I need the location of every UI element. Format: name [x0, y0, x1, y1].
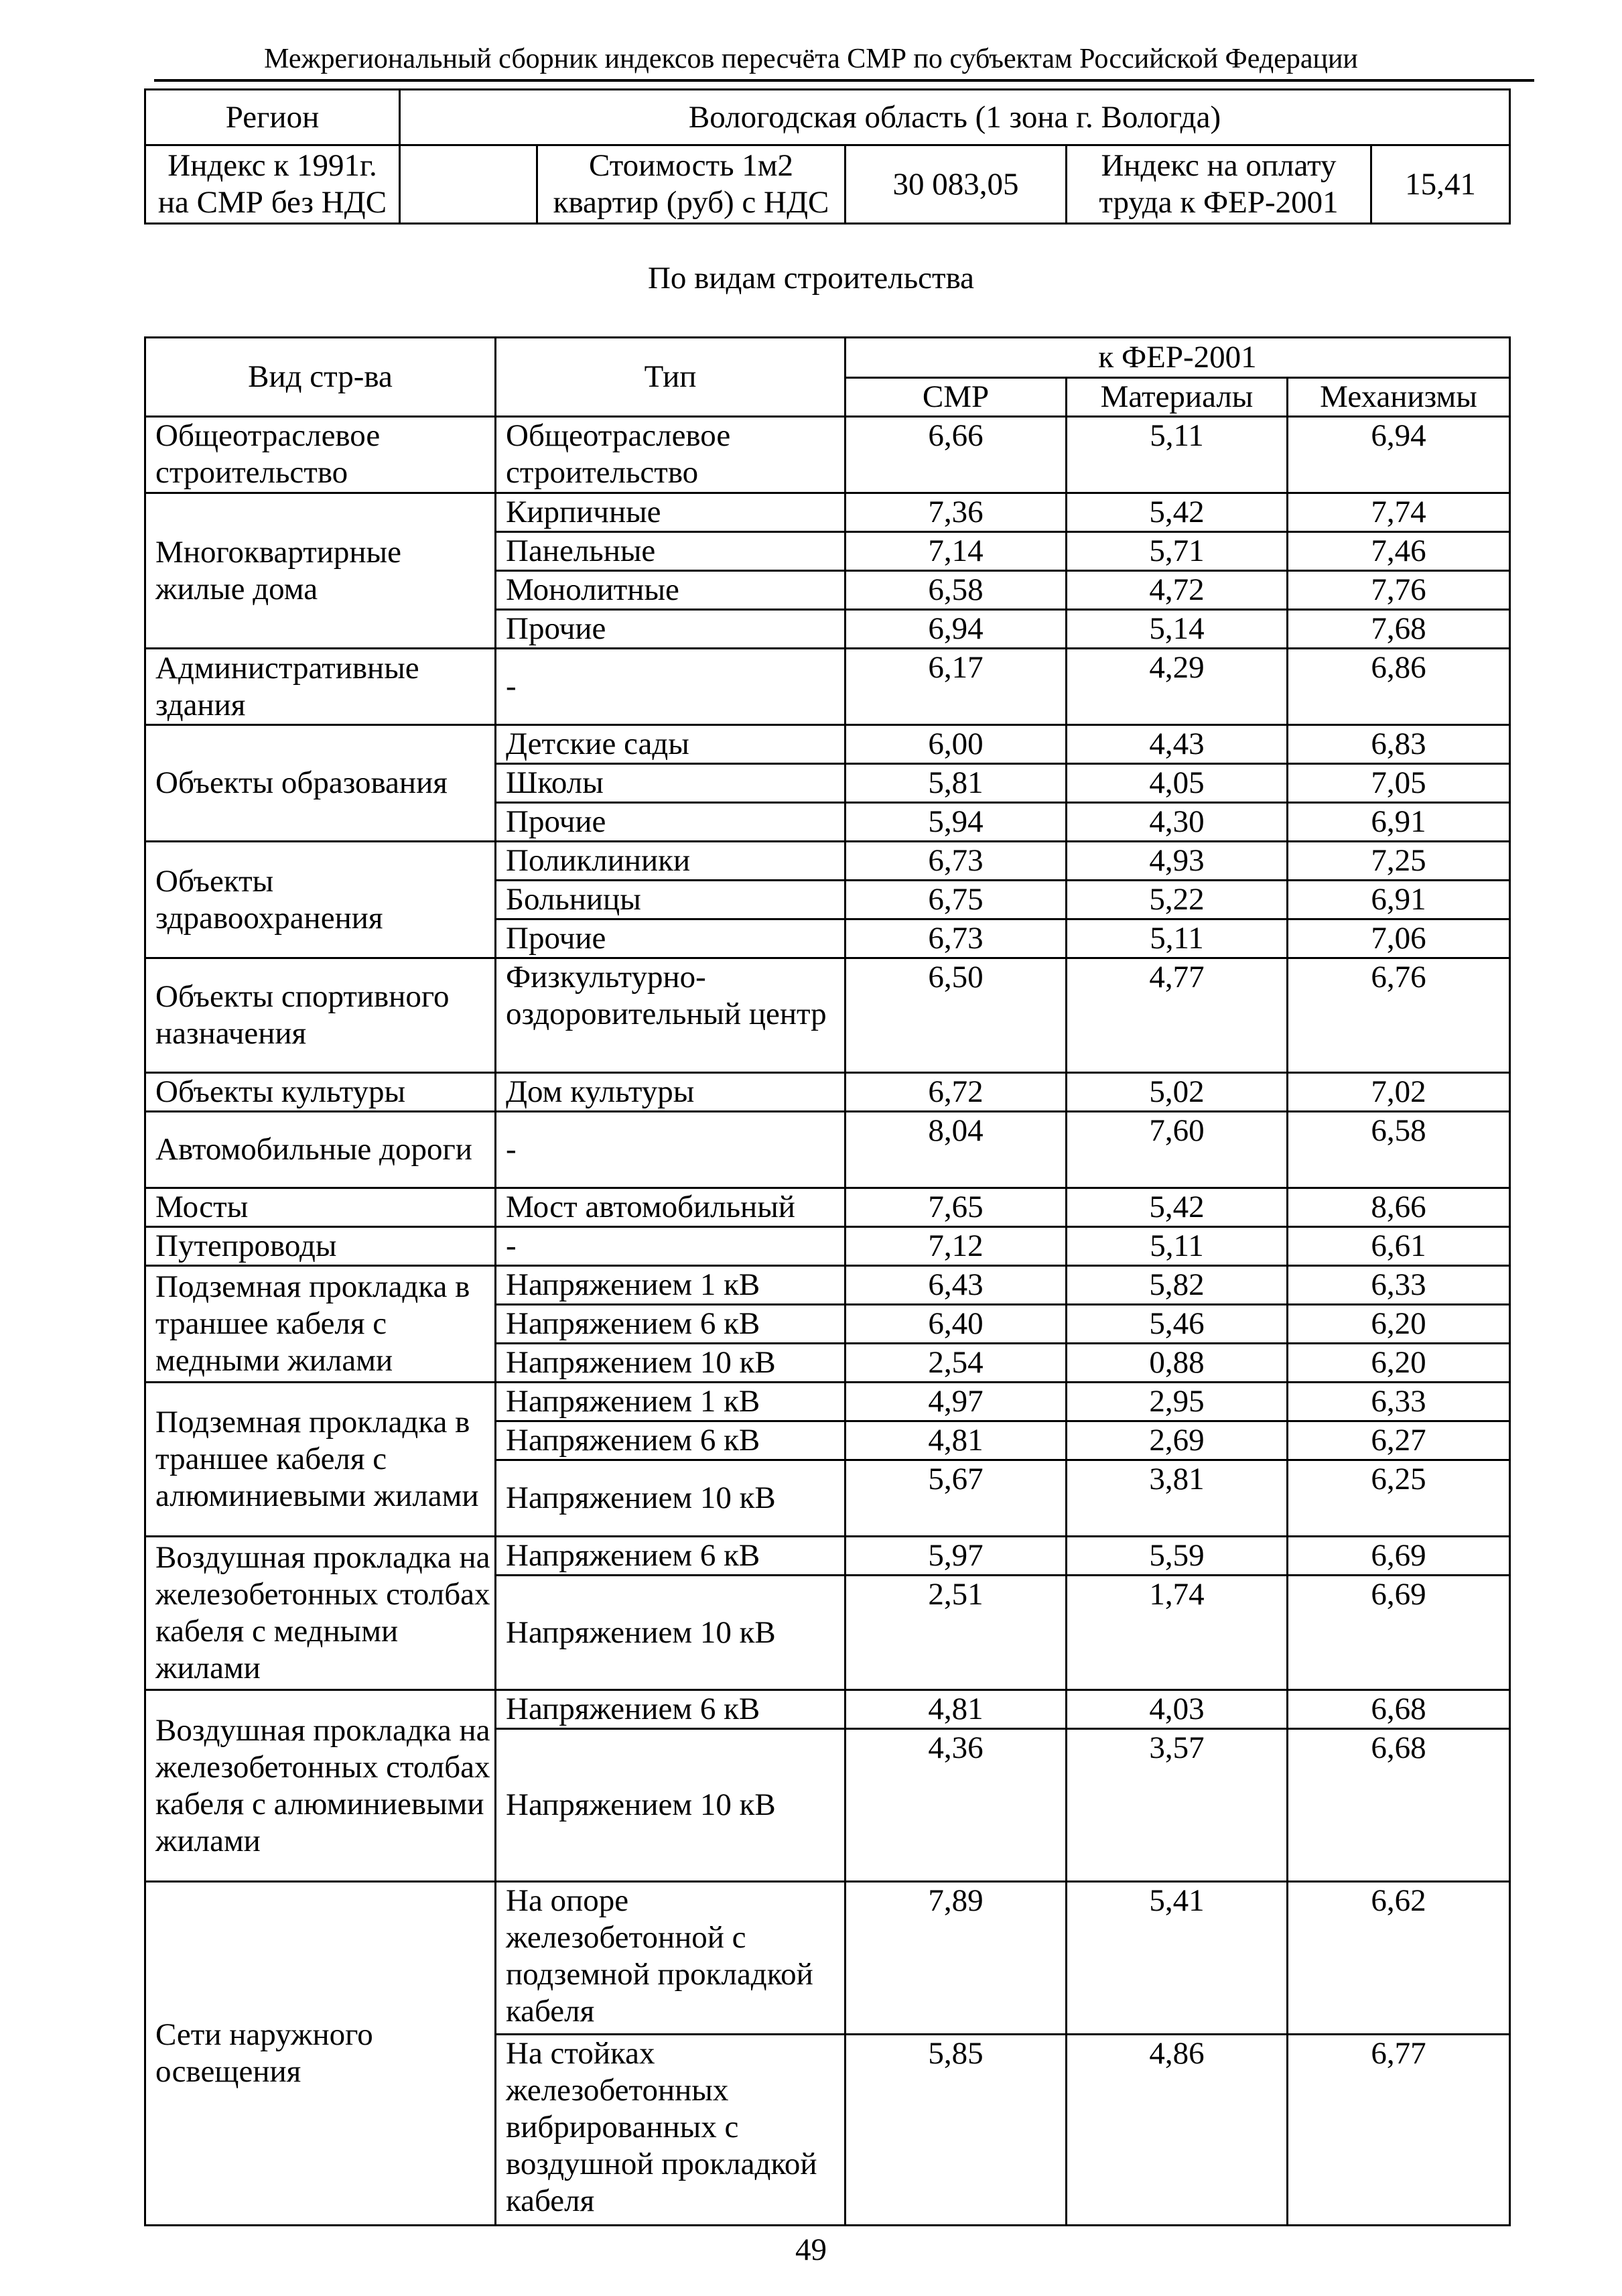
- mechanisms-value: 6,94: [1288, 417, 1510, 493]
- type-cell: Общеотраслевое строительство: [496, 417, 846, 493]
- type-cell: Напряжением 1 кВ: [496, 1266, 846, 1305]
- type-cell: Напряжением 1 кВ: [496, 1383, 846, 1421]
- materials-value: 4,93: [1067, 842, 1288, 881]
- mechanisms-value: 6,20: [1288, 1305, 1510, 1344]
- table-row: [145, 842, 1510, 881]
- mechanisms-value: 7,05: [1288, 764, 1510, 803]
- type-cell: Напряжением 10 кВ: [496, 1344, 846, 1383]
- table-row: [145, 417, 1510, 493]
- smr-value: 6,40: [846, 1305, 1067, 1344]
- mechanisms-value: 7,74: [1288, 493, 1510, 532]
- type-cell: Напряжением 10 кВ: [496, 1729, 846, 1882]
- materials-value: 5,11: [1067, 417, 1288, 493]
- materials-value: 5,59: [1067, 1537, 1288, 1576]
- materials-value: 4,72: [1067, 571, 1288, 610]
- construction-kind-cell: Воздушная прокладка на железобетонных столбах кабеля с алюминиевыми жилами: [145, 1690, 496, 1882]
- smr-value: 5,67: [846, 1460, 1067, 1537]
- construction-kind-cell: Путепроводы: [145, 1227, 496, 1266]
- construction-kind-cell: Воздушная прокладка на железобетонных столбах кабеля с медными жилами: [145, 1537, 496, 1690]
- type-cell: Школы: [496, 764, 846, 803]
- type-cell: Панельные: [496, 532, 846, 571]
- index-1991-label: Индекс к 1991г. на СМР без НДС: [145, 145, 400, 224]
- type-cell: Физкультурно-оздоровительный центр: [496, 958, 846, 1073]
- mechanisms-value: 7,06: [1288, 919, 1510, 958]
- type-cell: Детские сады: [496, 725, 846, 764]
- mechanisms-value: 6,76: [1288, 958, 1510, 1073]
- type-cell: Мост автомобильный: [496, 1188, 846, 1227]
- construction-kind-cell: Административные здания: [145, 649, 496, 725]
- materials-value: 5,41: [1067, 1882, 1288, 2035]
- construction-kind-cell: Объекты спортивного назначения: [145, 958, 496, 1073]
- construction-kind-cell: Мосты: [145, 1188, 496, 1227]
- smr-value: 6,73: [846, 919, 1067, 958]
- mechanisms-value: 6,86: [1288, 649, 1510, 725]
- type-cell: Поликлиники: [496, 842, 846, 881]
- indices-table: [144, 336, 1511, 2226]
- construction-kind-cell: Автомобильные дороги: [145, 1112, 496, 1188]
- materials-value: 4,03: [1067, 1690, 1288, 1729]
- construction-kind-cell: Объекты здравоохранения: [145, 842, 496, 958]
- smr-value: 6,94: [846, 610, 1067, 649]
- materials-value: 5,22: [1067, 881, 1288, 919]
- cost-label: Стоимость 1м2 квартир (руб) с НДС: [537, 145, 846, 224]
- smr-value: 6,58: [846, 571, 1067, 610]
- smr-value: 5,81: [846, 764, 1067, 803]
- table-body: [145, 417, 1510, 2226]
- smr-value: 8,04: [846, 1112, 1067, 1188]
- materials-value: 7,60: [1067, 1112, 1288, 1188]
- col-header-mechanisms: Механизмы: [1288, 378, 1510, 417]
- smr-value: 6,50: [846, 958, 1067, 1073]
- smr-value: 5,85: [846, 2035, 1067, 2226]
- construction-kind-cell: Подземная прокладка в траншее кабеля с медными жилами: [145, 1266, 496, 1383]
- mechanisms-value: 8,66: [1288, 1188, 1510, 1227]
- type-cell: На опоре железобетонной с подземной прокладкой кабеля: [496, 1882, 846, 2035]
- materials-value: 5,46: [1067, 1305, 1288, 1344]
- smr-value: 4,81: [846, 1690, 1067, 1729]
- smr-value: 5,97: [846, 1537, 1067, 1576]
- mechanisms-value: 6,91: [1288, 803, 1510, 842]
- col-header-vid: Вид стр-ва: [145, 338, 496, 417]
- type-cell: Напряжением 6 кВ: [496, 1421, 846, 1460]
- materials-value: 5,11: [1067, 1227, 1288, 1266]
- mechanisms-value: 6,25: [1288, 1460, 1510, 1537]
- type-cell: Прочие: [496, 919, 846, 958]
- table-row: [145, 1188, 1510, 1227]
- col-header-tip: Тип: [496, 338, 846, 417]
- table-row: [145, 1882, 1510, 2035]
- smr-value: 2,51: [846, 1576, 1067, 1690]
- mechanisms-value: 6,27: [1288, 1421, 1510, 1460]
- mechanisms-value: 6,58: [1288, 1112, 1510, 1188]
- smr-value: 2,54: [846, 1344, 1067, 1383]
- type-cell: Напряжением 10 кВ: [496, 1460, 846, 1537]
- type-cell: Прочие: [496, 803, 846, 842]
- mechanisms-value: 6,20: [1288, 1344, 1510, 1383]
- type-cell: Напряжением 10 кВ: [496, 1576, 846, 1690]
- type-cell: На стойках железобетонных вибрированных с воздушной прокладкой кабеля: [496, 2035, 846, 2226]
- mechanisms-value: 7,68: [1288, 610, 1510, 649]
- materials-value: 4,43: [1067, 725, 1288, 764]
- col-header-group: к ФЕР-2001: [846, 338, 1510, 378]
- type-cell: -: [496, 1227, 846, 1266]
- mechanisms-value: 6,69: [1288, 1537, 1510, 1576]
- type-cell: Напряжением 6 кВ: [496, 1690, 846, 1729]
- construction-kind-cell: Подземная прокладка в траншее кабеля с алюминиевыми жилами: [145, 1383, 496, 1537]
- table-row: [145, 1266, 1510, 1305]
- materials-value: 1,74: [1067, 1576, 1288, 1690]
- materials-value: 4,86: [1067, 2035, 1288, 2226]
- materials-value: 5,11: [1067, 919, 1288, 958]
- mechanisms-value: 7,02: [1288, 1073, 1510, 1112]
- mechanisms-value: 6,33: [1288, 1383, 1510, 1421]
- section-subtitle: По видам строительства: [647, 261, 975, 296]
- type-cell: Больницы: [496, 881, 846, 919]
- type-cell: Кирпичные: [496, 493, 846, 532]
- table-row: [145, 649, 1510, 725]
- mechanisms-value: 6,77: [1288, 2035, 1510, 2226]
- smr-value: 7,12: [846, 1227, 1067, 1266]
- region-value: Вологодская область (1 зона г. Вологда): [400, 90, 1510, 145]
- smr-value: 7,14: [846, 532, 1067, 571]
- construction-kind-cell: Объекты образования: [145, 725, 496, 842]
- header-rule: [154, 79, 1534, 82]
- smr-value: 4,36: [846, 1729, 1067, 1882]
- mechanisms-value: 6,68: [1288, 1729, 1510, 1882]
- col-header-smr: СМР: [846, 378, 1067, 417]
- mechanisms-value: 6,91: [1288, 881, 1510, 919]
- construction-kind-cell: Объекты культуры: [145, 1073, 496, 1112]
- materials-value: 5,14: [1067, 610, 1288, 649]
- mechanisms-value: 7,46: [1288, 532, 1510, 571]
- mechanisms-value: 6,33: [1288, 1266, 1510, 1305]
- table-row: [145, 1383, 1510, 1421]
- type-cell: Монолитные: [496, 571, 846, 610]
- index-1991-value: [400, 145, 537, 224]
- smr-value: 4,97: [846, 1383, 1067, 1421]
- page-number: 49: [795, 2232, 827, 2267]
- region-label: Регион: [145, 90, 400, 145]
- mechanisms-value: 6,83: [1288, 725, 1510, 764]
- smr-value: 4,81: [846, 1421, 1067, 1460]
- mechanisms-value: 7,76: [1288, 571, 1510, 610]
- construction-kind-cell: Многоквартирные жилые дома: [145, 493, 496, 649]
- materials-value: 5,71: [1067, 532, 1288, 571]
- smr-value: 6,17: [846, 649, 1067, 725]
- table-row: [145, 725, 1510, 764]
- table-row: [145, 493, 1510, 532]
- smr-value: 6,72: [846, 1073, 1067, 1112]
- smr-value: 6,66: [846, 417, 1067, 493]
- table-row: [145, 1227, 1510, 1266]
- labor-index-label: Индекс на оплату труда к ФЕР-2001: [1067, 145, 1371, 224]
- mechanisms-value: 6,68: [1288, 1690, 1510, 1729]
- materials-value: 4,05: [1067, 764, 1288, 803]
- mechanisms-value: 6,62: [1288, 1882, 1510, 2035]
- smr-value: 7,36: [846, 493, 1067, 532]
- mechanisms-value: 6,61: [1288, 1227, 1510, 1266]
- labor-index-value: 15,41: [1371, 145, 1510, 224]
- construction-kind-cell: Сети наружного освещения: [145, 1882, 496, 2226]
- type-cell: Напряжением 6 кВ: [496, 1537, 846, 1576]
- cost-value: 30 083,05: [846, 145, 1067, 224]
- smr-value: 6,43: [846, 1266, 1067, 1305]
- materials-value: 5,02: [1067, 1073, 1288, 1112]
- table-row: [145, 1073, 1510, 1112]
- smr-value: 6,00: [846, 725, 1067, 764]
- type-cell: -: [496, 1112, 846, 1188]
- materials-value: 5,42: [1067, 1188, 1288, 1227]
- smr-value: 6,75: [846, 881, 1067, 919]
- mechanisms-value: 6,69: [1288, 1576, 1510, 1690]
- table-row: [145, 1112, 1510, 1188]
- table-row: [145, 1690, 1510, 1729]
- running-header: Межрегиональный сборник индексов пересчёта СМР по субъектам Российской Федерации: [264, 44, 1358, 74]
- materials-value: 5,42: [1067, 493, 1288, 532]
- type-cell: Напряжением 6 кВ: [496, 1305, 846, 1344]
- materials-value: 2,69: [1067, 1421, 1288, 1460]
- materials-value: 5,82: [1067, 1266, 1288, 1305]
- smr-value: 7,89: [846, 1882, 1067, 2035]
- materials-value: 2,95: [1067, 1383, 1288, 1421]
- smr-value: 7,65: [846, 1188, 1067, 1227]
- materials-value: 3,81: [1067, 1460, 1288, 1537]
- type-cell: -: [496, 649, 846, 725]
- materials-value: 0,88: [1067, 1344, 1288, 1383]
- smr-value: 6,73: [846, 842, 1067, 881]
- mechanisms-value: 7,25: [1288, 842, 1510, 881]
- materials-value: 3,57: [1067, 1729, 1288, 1882]
- type-cell: Прочие: [496, 610, 846, 649]
- materials-value: 4,29: [1067, 649, 1288, 725]
- region-table: [144, 88, 1511, 225]
- table-row: [145, 958, 1510, 1073]
- materials-value: 4,30: [1067, 803, 1288, 842]
- materials-value: 4,77: [1067, 958, 1288, 1073]
- construction-kind-cell: Общеотраслевое строительство: [145, 417, 496, 493]
- table-row: [145, 1537, 1510, 1576]
- smr-value: 5,94: [846, 803, 1067, 842]
- type-cell: Дом культуры: [496, 1073, 846, 1112]
- col-header-materials: Материалы: [1067, 378, 1288, 417]
